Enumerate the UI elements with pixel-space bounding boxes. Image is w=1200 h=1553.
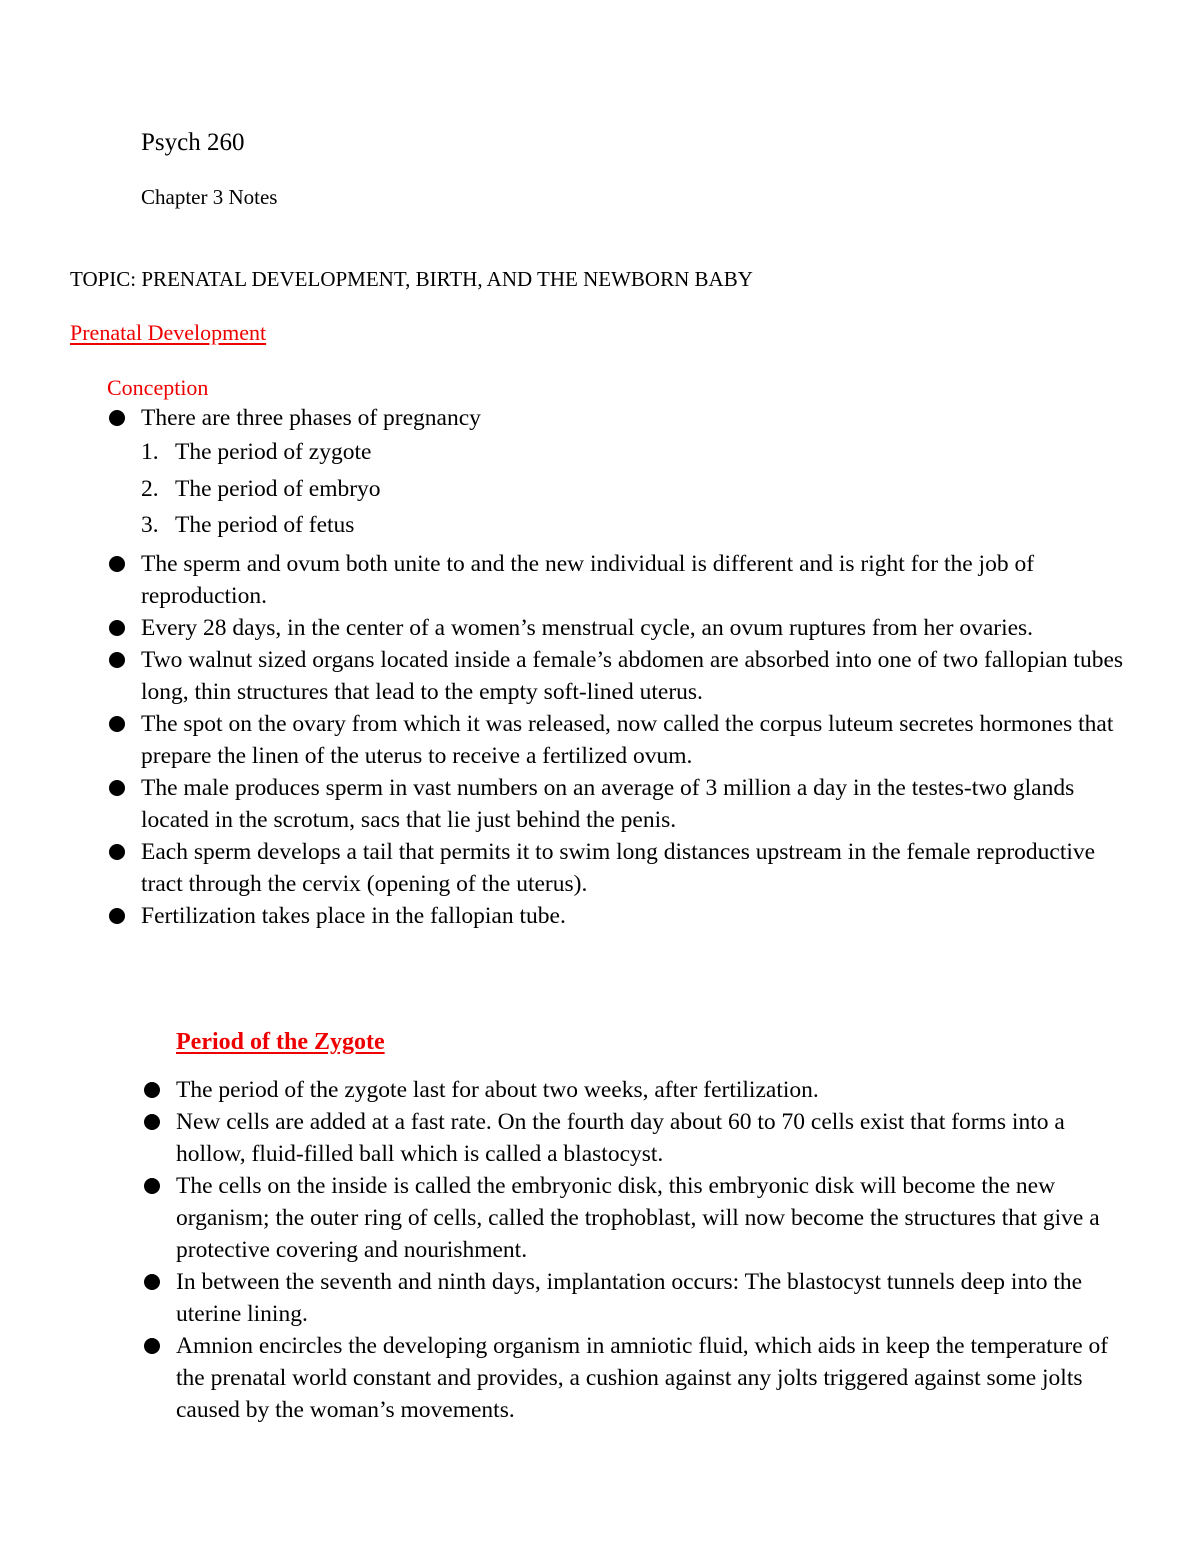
list-item-text: The spot on the ovary from which it was released, now called the corpus luteum secretes hormones that prepare the linen of the uterus to receive a fertilized ovum. [141,710,1114,769]
list-item [142,1170,1137,1266]
list-item-text: Two walnut sized organs located inside a female’s abdomen are absorbed into one of two fallopian tubes long, thin structures that lead to the empty soft-lined uterus. [141,646,1124,705]
subheading-conception: Conception [107,375,209,400]
section-heading-prenatal-development: Prenatal Development [70,320,267,345]
bullet-icon [109,556,125,572]
conception-bullet-list [107,402,1137,932]
list-item [107,900,1137,932]
phase-item [141,507,1137,544]
bullet-icon [109,410,125,426]
list-item-text: New cells are added at a fast rate. On the fourth day about 60 to 70 cells exist that forms into a hollow, fluid-filled ball which is called a blastocyst. [176,1109,1065,1167]
list-item-text: The sperm and ovum both unite to and the new individual is different and is right for the job of reproduction. [141,550,1035,609]
bullet-icon [144,1274,160,1290]
bullet-icon [109,780,125,796]
list-item [107,836,1137,900]
list-item-text: Each sperm develops a tail that permits it to swim long distances upstream in the female reproductive tract through the cervix (opening of the uterus). [141,838,1096,897]
bullet-icon [144,1082,160,1098]
list-item [107,644,1137,708]
bullet-icon [144,1114,160,1130]
list-item-text: The cells on the inside is called the embryonic disk, this embryonic disk will become the new organism; the outer ring of cells, called the trophoblast, will now become the structures that give a protective covering and nourishment. [176,1173,1100,1263]
phase-number: 3. [141,512,159,538]
section-heading-period-of-the-zygote: Period of the Zygote [176,1029,385,1055]
list-item [142,1266,1137,1330]
phase-number: 1. [141,439,159,465]
bullet-icon [109,844,125,860]
list-item-text: Fertilization takes place in the fallopian tube. [141,902,566,929]
list-item-text: Amnion encircles the developing organism in amniotic fluid, which aids in keep the temperature of the prenatal world constant and provides, a cushion against any jolts triggered against some jolts caused by the woman’s movements. [176,1333,1109,1423]
bullet-icon [109,716,125,732]
list-item-text: There are three phases of pregnancy [141,405,481,431]
phases-numbered-list [141,434,1137,548]
phase-item [141,434,1137,471]
bullet-icon [144,1178,160,1194]
list-item-text: The male produces sperm in vast numbers on an average of 3 million a day in the testes-two glands located in the scrotum, sacs that lie just behind the penis. [141,774,1075,833]
bullet-icon [109,652,125,668]
list-item-text: Every 28 days, in the center of a women’s menstrual cycle, an ovum ruptures from her ovaries. [141,614,1034,641]
list-item [107,772,1137,836]
bullet-icon [109,620,125,636]
phase-text: The period of embryo [175,475,381,502]
list-item [107,612,1137,644]
list-item [107,402,1137,548]
topic-line: TOPIC: PRENATAL DEVELOPMENT, BIRTH, AND THE NEWBORN BABY [70,267,753,291]
list-item [142,1106,1137,1170]
chapter-title: Chapter 3 Notes [141,185,278,209]
phase-text: The period of fetus [175,512,355,538]
phase-text: The period of zygote [175,439,372,465]
list-item [107,548,1137,612]
zygote-bullet-list [142,1074,1137,1426]
list-item [142,1074,1137,1106]
list-item [107,708,1137,772]
list-item [142,1330,1137,1426]
phase-item [141,471,1137,508]
bullet-icon [109,908,125,924]
bullet-icon [144,1338,160,1354]
phase-number: 2. [141,475,159,502]
list-item-text: The period of the zygote last for about two weeks, after fertilization. [176,1077,819,1103]
course-title: Psych 260 [141,129,245,156]
list-item-text: In between the seventh and ninth days, implantation occurs: The blastocyst tunnels deep into the uterine lining. [176,1269,1083,1327]
